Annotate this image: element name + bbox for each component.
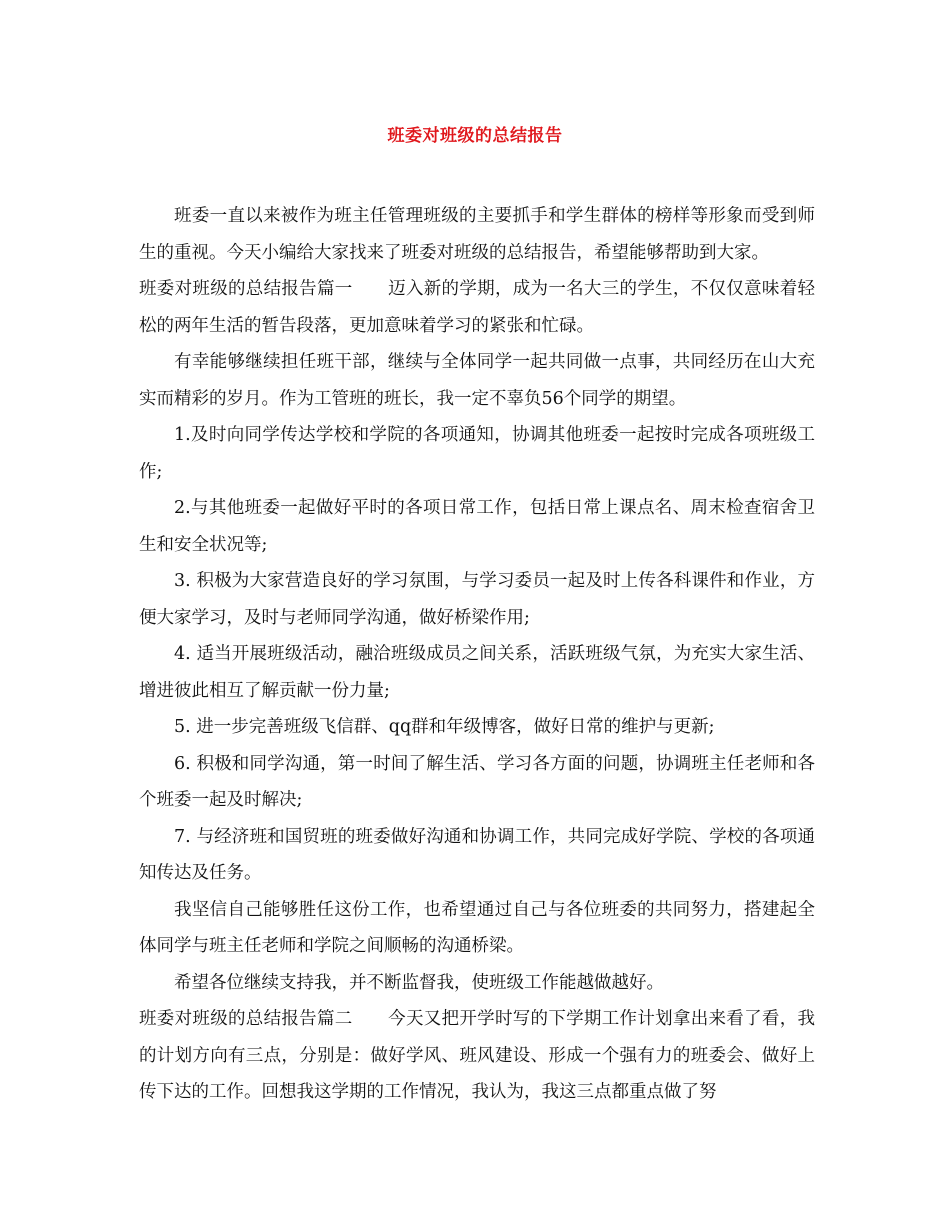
document-title: 班委对班级的总结报告 bbox=[387, 126, 563, 146]
paragraph-intro: 班委一直以来被作为班主任管理班级的主要抓手和学生群体的榜样等形象而受到师生的重视。今天小编给大家找来了班委对班级的总结报告，希望能够帮助到大家。 bbox=[139, 206, 815, 263]
paragraph-item-5: 5. 进一步完善班级飞信群、qq群和年级博客，做好日常的维护与更新; bbox=[174, 717, 715, 737]
paragraph-item-6: 6. 积极和同学沟通，第一时间了解生活、学习各方面的问题，协调班主任老师和各个班委一起及时解决; bbox=[139, 753, 815, 810]
paragraph-closing: 希望各位继续支持我，并不断监督我，使班级工作能越做越好。 bbox=[174, 972, 664, 993]
paragraph-item-4: 4. 适当开展班级活动，融洽班级成员之间关系，活跃班级气氛，为充实大家生活、增进彼此相互了解贡献一份力量; bbox=[139, 644, 815, 701]
document-body bbox=[139, 198, 815, 1111]
paragraph-item-7: 7. 与经济班和国贸班的班委做好沟通和协调工作，共同完成好学院、学校的各项通知传达及任务。 bbox=[139, 826, 815, 883]
paragraph-item-2: 2.与其他班委一起做好平时的各项日常工作，包括日常上课点名、周末检查宿舍卫生和安全状况等; bbox=[139, 498, 815, 555]
paragraph-monitor-commitment: 有幸能够继续担任班干部，继续与全体同学一起共同做一点事，共同经历在山大充实而精彩的岁月。作为工管班的班长，我一定不辜负56个同学的期望。 bbox=[139, 352, 815, 409]
paragraph-item-1: 1.及时向同学传达学校和学院的各项通知，协调其他班委一起按时完成各项班级工作; bbox=[139, 425, 815, 482]
paragraph-item-3: 3. 积极为大家营造良好的学习氛围，与学习委员一起及时上传各科课件和作业，方便大家学习，及时与老师同学沟通，做好桥梁作用; bbox=[139, 571, 815, 628]
paragraph-confidence: 我坚信自己能够胜任这份工作，也希望通过自己与各位班委的共同努力，搭建起全体同学与班主任老师和学院之间顺畅的沟通桥梁。 bbox=[139, 899, 815, 956]
paragraph-report-two-heading: 班委对班级的总结报告篇二 今天又把开学时写的下学期工作计划拿出来看了看，我的计划方向有三点，分别是：做好学风、班风建设、形成一个强有力的班委会、做好上传下达的工作。回想我这学期的工作情况，我认为，我这三点都重点做了努 bbox=[139, 1009, 815, 1102]
paragraph-report-one-heading: 班委对班级的总结报告篇一 迈入新的学期，成为一名大三的学生，不仅仅意味着轻松的两年生活的暂告段落，更加意味着学习的紧张和忙碌。 bbox=[139, 279, 815, 336]
